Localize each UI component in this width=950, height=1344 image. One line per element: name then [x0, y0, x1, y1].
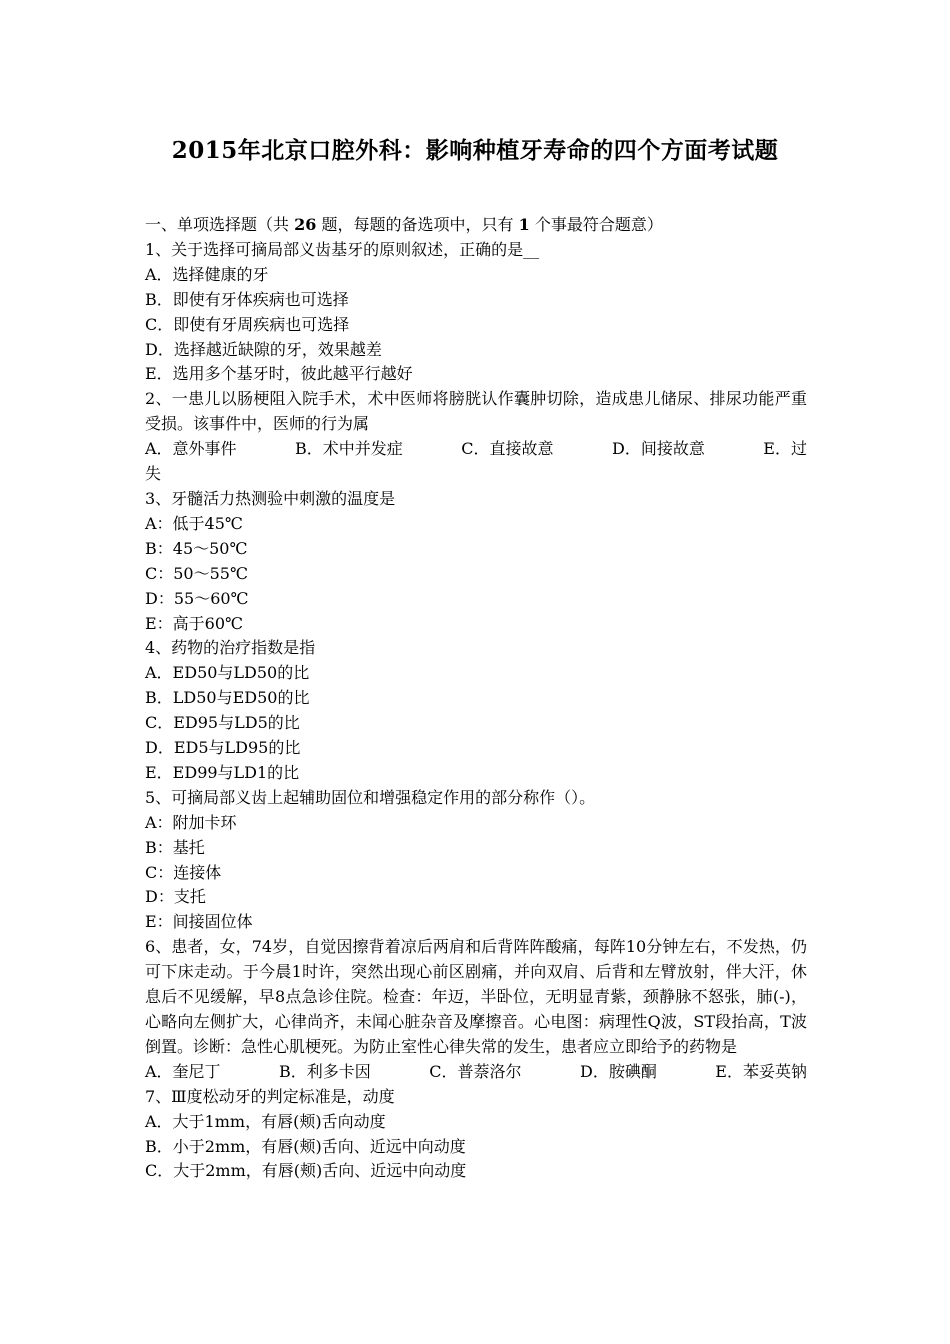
option: C．普萘洛尔: [429, 1061, 522, 1081]
section-middle: 题，每题的备选项中，只有: [321, 215, 514, 234]
option: B：45～50℃: [145, 538, 248, 558]
option: D．ED5与LD95的比: [145, 738, 301, 758]
question-stem: 3、牙髓活力热测验中刺激的温度是: [145, 488, 396, 508]
option: D．间接故意: [611, 439, 705, 459]
option: A．意外事件: [145, 439, 237, 459]
option: C：50～55℃: [145, 563, 248, 583]
option: C．大于2mm，有唇(颊)舌向、近远中向动度: [145, 1161, 467, 1181]
option: C．ED95与LD5的比: [145, 713, 300, 733]
option: B．LD50与ED50的比: [145, 688, 310, 708]
question-stem: 7、Ⅲ度松动牙的判定标准是，动度: [145, 1086, 395, 1106]
question-count: 26: [294, 215, 317, 234]
section-suffix: 个事最符合题意）: [534, 215, 663, 234]
option: B．即使有牙体疾病也可选择: [145, 289, 349, 309]
option: D．胺碘酮: [579, 1061, 657, 1081]
option: A．大于1mm，有唇(颊)舌向动度: [145, 1111, 386, 1131]
option: B．术中并发症: [295, 439, 403, 459]
option: E．苯妥英钠: [715, 1061, 807, 1081]
option: E：高于60℃: [145, 613, 243, 633]
option-row: [145, 437, 807, 462]
option: B．小于2mm，有唇(颊)舌向、近远中向动度: [145, 1136, 466, 1156]
option: E．选用多个基牙时，彼此越平行越好: [145, 364, 413, 384]
option: A．奎尼丁: [145, 1061, 221, 1081]
option-wrap: 失: [145, 464, 162, 484]
option: C：连接体: [145, 862, 222, 882]
option: C．即使有牙周疾病也可选择: [145, 314, 350, 334]
option: B：基托: [145, 837, 205, 857]
option: A：低于45℃: [145, 513, 243, 533]
section-heading: [145, 213, 807, 238]
option: D：支托: [145, 887, 206, 907]
question-stem: 4、药物的治疗指数是指: [145, 638, 316, 658]
page-title: 2015年北京口腔外科：影响种植牙寿命的四个方面考试题: [171, 137, 779, 164]
option: E．ED99与LD1的比: [145, 762, 300, 782]
exam-content: [145, 213, 807, 1184]
question-stem: 2、一患儿以肠梗阻入院手术，术中医师将膀胱认作囊肿切除，造成患儿储尿、排尿功能严重受损。该事件中，医师的行为属: [145, 389, 807, 434]
section-prefix: 一、单项选择题（共: [145, 215, 290, 234]
section-one: 1: [518, 215, 530, 234]
option: A．选择健康的牙: [145, 264, 269, 284]
option: E：间接固位体: [145, 912, 253, 932]
option-row: [145, 1060, 807, 1085]
option: C．直接故意: [461, 439, 554, 459]
option: A．ED50与LD50的比: [145, 663, 310, 683]
question-stem: 5、可摘局部义齿上起辅助固位和增强稳定作用的部分称作（）。: [145, 787, 596, 807]
option: A：附加卡环: [145, 812, 237, 832]
option: D．选择越近缺隙的牙，效果越差: [145, 339, 382, 359]
question-stem: 1、关于选择可摘局部义齿基牙的原则叙述，正确的是__: [145, 239, 540, 259]
option: E．过: [763, 439, 807, 459]
option: D：55～60℃: [145, 588, 249, 608]
question-stem: 6、患者，女，74岁，自觉因擦背着凉后两肩和后背阵阵酸痛，每阵10分钟左右，不发热，仍可下床走动。于今晨1时许，突然出现心前区剧痛，并向双肩、后背和左臂放射，伴大汗，休息后不见缓解，早8点急诊住院。检查：年迈，半卧位，无明显青紫，颈静脉不怒张，肺(-)，心略向左侧扩大，心律尚齐，未闻心脏杂音及摩擦音。心电图：病理性Q波，ST段抬高，T波倒置。诊断：急性心肌梗死。为防止室性心律失常的发生，患者应立即给予的药物是: [145, 937, 807, 1056]
option: B．利多卡因: [279, 1061, 371, 1081]
